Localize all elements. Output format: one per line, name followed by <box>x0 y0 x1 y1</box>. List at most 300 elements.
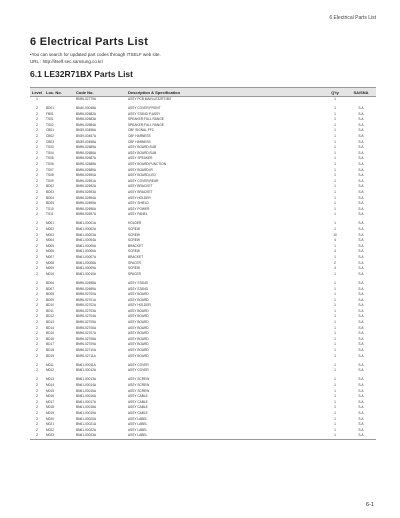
cell-sa: S.A <box>358 206 364 211</box>
cell-sa: S.A <box>358 238 364 243</box>
cell-desc: ASSY POWER <box>128 206 150 211</box>
cell-sa: S.A <box>358 139 364 144</box>
cell-loc: M002 <box>46 227 54 232</box>
cell-level: 2 <box>36 427 38 432</box>
cell-desc: ASSY BRACKET <box>128 184 153 189</box>
cell-level: 2 <box>36 134 38 139</box>
cell-desc: ASSY HOLDER <box>128 195 151 200</box>
cell-sa: S.A <box>358 336 364 341</box>
cell-code: BN61-00019A <box>76 410 97 415</box>
cell-level: 2 <box>36 377 38 382</box>
cell-sa: S.A <box>358 122 364 127</box>
cell-qty: 1 <box>334 271 336 276</box>
cell-code: BN96-02682A <box>76 111 97 116</box>
cell-level: 2 <box>36 255 38 260</box>
cell-qty: 4 <box>334 238 336 243</box>
cell-level: 2 <box>36 416 38 421</box>
cell-qty: 1 <box>334 117 336 122</box>
cell-code: BN40-00048A <box>76 106 97 111</box>
cell-loc: M009 <box>46 266 54 271</box>
cell-qty: 1 <box>334 416 336 421</box>
cell-sa: S.A <box>358 427 364 432</box>
cell-code: BN96-02695A <box>76 201 97 206</box>
cell-loc: BD15 <box>46 331 54 336</box>
cell-code: BN39-00457A <box>76 134 97 139</box>
cell-desc: SPACER <box>128 271 141 276</box>
cell-code: BN61-00022A <box>76 427 97 432</box>
cell-code: BN61-00023A <box>76 433 97 438</box>
cell-desc: ASSY COVER <box>128 362 149 367</box>
cell-loc: BD18 <box>46 348 54 353</box>
cell-level: 2 <box>36 238 38 243</box>
cell-code: BN96-02706A <box>76 325 97 330</box>
cell-qty: 1 <box>334 156 336 161</box>
cell-code: BN96-02709A <box>76 342 97 347</box>
cell-qty: 1 <box>334 173 336 178</box>
cell-code: BN61-00005A <box>76 243 97 248</box>
cell-sa: S.A <box>358 117 364 122</box>
cell-code: BN96-02708A <box>76 336 97 341</box>
running-header: 6 Electrical Parts List <box>329 15 376 21</box>
cell-code: BN61-00016A <box>76 394 97 399</box>
cell-code: BN96-02711A <box>76 353 96 358</box>
cell-desc: ASSY BOARD <box>128 353 149 358</box>
cell-level: 2 <box>36 399 38 404</box>
cell-level: 2 <box>36 308 38 313</box>
cell-qty: 2 <box>334 260 336 265</box>
cell-code: BN96-02779A <box>76 97 97 101</box>
cell-loc: M018 <box>46 405 54 410</box>
cell-level: 2 <box>36 111 38 116</box>
cell-sa: S.A <box>358 416 364 421</box>
cell-qty: 1 <box>334 297 336 302</box>
cell-sa: S.A <box>358 111 364 116</box>
cell-qty: 1 <box>334 97 336 101</box>
cell-sa: S.A <box>358 280 364 285</box>
cell-loc: BD01 <box>46 106 54 111</box>
cell-code: BN96-02707A <box>76 331 97 336</box>
cell-desc: ASSY BOARD <box>128 342 149 347</box>
cell-sa: S.A <box>358 156 364 161</box>
cell-sa: S.A <box>358 178 364 183</box>
cell-code: BN96-02690A <box>76 173 97 178</box>
cell-qty: 1 <box>334 383 336 387</box>
cell-code: BN61-00009A <box>76 266 97 271</box>
cell-level: 2 <box>36 195 38 200</box>
cell-loc: BD14 <box>46 325 54 330</box>
cell-loc: BD17 <box>46 342 54 347</box>
cell-desc: ASSY STAND <box>128 280 148 285</box>
cell-code: BN61-00010A <box>76 271 97 276</box>
cell-loc: M010 <box>46 271 54 276</box>
cell-sa: S.A <box>358 195 364 200</box>
cell-code: BN96-02699A <box>76 286 97 291</box>
cell-loc: BD04 <box>46 195 54 200</box>
cell-qty: 1 <box>334 342 336 347</box>
cell-sa: S.A <box>358 342 364 347</box>
cell-level: 2 <box>36 156 38 161</box>
cell-code: BN61-00013A <box>76 377 97 382</box>
cell-code: BN96-02689A <box>76 167 97 172</box>
cell-qty: 1 <box>334 394 336 399</box>
cell-level: 2 <box>36 178 38 183</box>
cell-loc: FB01 <box>46 111 54 116</box>
cell-desc: BRACKET <box>128 255 144 260</box>
cell-qty: 1 <box>334 331 336 336</box>
cell-level: 2 <box>36 394 38 399</box>
cell-level: 2 <box>36 303 38 308</box>
cell-level: 2 <box>36 227 38 232</box>
cell-sa: S.A <box>358 134 364 139</box>
cell-qty: 1 <box>334 139 336 144</box>
cell-code: BN61-00002A <box>76 227 97 232</box>
cell-qty: 1 <box>334 162 336 167</box>
cell-desc: BRACKET <box>128 243 144 248</box>
cell-desc: ASSY SHIELD <box>128 201 149 206</box>
subsection-title: 6.1 LE32R71BX Parts List <box>30 69 133 79</box>
cell-loc: CB01 <box>46 128 54 133</box>
cell-qty: 1 <box>334 280 336 285</box>
cell-qty: 1 <box>334 134 336 139</box>
cell-level: 2 <box>36 128 38 133</box>
cell-qty: 1 <box>334 308 336 313</box>
cell-level: 2 <box>36 388 38 393</box>
cell-sa: S.A <box>358 410 364 415</box>
cell-loc: CB02 <box>46 134 54 139</box>
intro-line-1: •You can search for updated part codes through ITSELF web site. <box>30 52 161 57</box>
table-header <box>30 87 376 97</box>
cell-code: BN96-02688A <box>76 162 97 167</box>
cell-code: BN96-02710A <box>76 348 97 353</box>
cell-desc: ASSY BOARD;SUB <box>128 150 157 155</box>
cell-qty: 1 <box>334 167 336 172</box>
cell-sa: S.A <box>358 297 364 302</box>
cell-sa: S.A <box>358 308 364 313</box>
cell-sa: S.A <box>358 221 364 226</box>
cell-loc: M015 <box>46 388 54 393</box>
cell-level: 2 <box>36 325 38 330</box>
cell-loc: BD08 <box>46 292 54 297</box>
cell-loc: BD09 <box>46 297 54 302</box>
cell-level: 2 <box>36 314 38 319</box>
cell-desc: ASSY BOARD <box>128 325 149 330</box>
cell-qty: 10 <box>333 232 337 237</box>
section-title: 6 Electrical Parts List <box>30 36 149 48</box>
cell-desc: ASSY SCREW <box>128 377 150 382</box>
cell-qty: 1 <box>334 314 336 319</box>
cell-sa: S.A <box>358 394 364 399</box>
cell-code: BN96-02687A <box>76 156 97 161</box>
cell-desc: ASSY HOLDER <box>128 303 151 308</box>
page-number: 6-1 <box>366 502 374 508</box>
cell-code: BN96-02696A <box>76 206 97 211</box>
cell-sa: S.A <box>358 399 364 404</box>
cell-qty: 1 <box>334 427 336 432</box>
cell-sa: S.A <box>358 249 364 254</box>
cell-level: 2 <box>36 342 38 347</box>
cell-sa: S.A <box>358 232 364 237</box>
cell-code: BN96-02701A <box>76 297 97 302</box>
cell-level: 2 <box>36 139 38 144</box>
cell-qty: 1 <box>334 111 336 116</box>
cell-sa: S.A <box>358 266 364 271</box>
cell-code: BN96-02697A <box>76 212 97 217</box>
cell-level: 2 <box>36 260 38 265</box>
cell-sa: S.A <box>358 292 364 297</box>
cell-sa: S.A <box>358 320 364 325</box>
cell-sa: S.A <box>358 162 364 167</box>
cell-qty: 1 <box>334 377 336 382</box>
cell-level: 2 <box>36 184 38 189</box>
header-sa: SA/SNA <box>353 89 369 95</box>
cell-qty: 1 <box>334 128 336 133</box>
cell-level: 2 <box>36 297 38 302</box>
cell-loc: M023 <box>46 433 54 438</box>
cell-code: BN96-02703A <box>76 308 97 313</box>
cell-loc: BD02 <box>46 184 54 189</box>
cell-loc: TS02 <box>46 122 54 127</box>
cell-level: 2 <box>36 249 38 254</box>
cell-desc: ASSY LABEL <box>128 416 148 421</box>
cell-qty: 4 <box>334 266 336 271</box>
cell-qty: 1 <box>334 320 336 325</box>
cell-loc: TS03 <box>46 145 54 150</box>
cell-sa: S.A <box>358 167 364 172</box>
cell-qty: 1 <box>334 195 336 200</box>
header-qty: Q'ty <box>331 89 339 95</box>
cell-qty: 1 <box>334 221 336 226</box>
cell-code: BN96-02704A <box>76 314 97 319</box>
cell-code: BN61-00008A <box>76 260 97 265</box>
cell-sa: S.A <box>358 271 364 276</box>
cell-desc: SCREW <box>128 227 140 232</box>
cell-level: 2 <box>36 331 38 336</box>
cell-desc: ASSY BOARD;LED <box>128 173 156 178</box>
cell-sa: S.A <box>358 388 364 393</box>
cell-desc: CBF SIGNAL;FFC <box>128 128 155 133</box>
cell-desc: ASSY LABEL <box>128 433 148 438</box>
cell-qty: 1 <box>334 348 336 353</box>
cell-qty: 1 <box>334 405 336 410</box>
cell-loc: M021 <box>46 422 54 427</box>
cell-desc: ASSY PCB MAIN;LE32R71BX <box>128 97 172 101</box>
cell-qty: 1 <box>334 353 336 358</box>
cell-code: BN39-00458A <box>76 139 97 144</box>
cell-code: BN61-00004A <box>76 238 97 243</box>
cell-desc: ASSY BOARD <box>128 336 149 341</box>
cell-loc: BD16 <box>46 336 54 341</box>
table-row <box>30 433 376 439</box>
cell-loc: M022 <box>46 427 54 432</box>
cell-desc: ASSY PANEL <box>128 212 148 217</box>
cell-qty: 1 <box>334 303 336 308</box>
cell-code: BN61-00007A <box>76 255 97 260</box>
cell-level: 2 <box>36 167 38 172</box>
cell-code: BN96-02691A <box>76 178 97 183</box>
cell-loc: BD06 <box>46 280 54 285</box>
cell-loc: BD12 <box>46 314 54 319</box>
cell-level: 2 <box>36 280 38 285</box>
cell-sa: S.A <box>358 173 364 178</box>
table-body <box>30 97 376 439</box>
cell-desc: ASSY CABLE <box>128 399 148 404</box>
cell-loc: TS01 <box>46 117 54 122</box>
cell-level: 2 <box>36 173 38 178</box>
cell-sa: S.A <box>358 227 364 232</box>
cell-desc: ASSY COVER;REAR <box>128 178 159 183</box>
header-desc: Description & Specification <box>128 89 181 95</box>
cell-qty: 1 <box>334 184 336 189</box>
cell-qty: 1 <box>334 292 336 297</box>
cell-loc: BD05 <box>46 201 54 206</box>
cell-loc: M017 <box>46 399 54 404</box>
cell-level: 2 <box>36 266 38 271</box>
cell-qty: 1 <box>334 255 336 260</box>
cell-desc: ASSY BOARD;IR <box>128 167 153 172</box>
cell-code: BN61-00017A <box>76 399 97 404</box>
cell-desc: ASSY COVER <box>128 368 149 373</box>
cell-level: 2 <box>36 271 38 276</box>
cell-desc: SCREW <box>128 232 140 237</box>
header-level: Level <box>31 89 43 95</box>
cell-level: 2 <box>36 368 38 373</box>
cell-level: 2 <box>36 212 38 217</box>
cell-qty: 1 <box>334 362 336 367</box>
cell-sa: S.A <box>358 201 364 206</box>
cell-qty: 1 <box>334 212 336 217</box>
cell-desc: ASSY BOARD <box>128 331 149 336</box>
cell-desc: ASSY LABEL <box>128 422 148 427</box>
cell-code: BN61-00006A <box>76 249 97 254</box>
cell-level: 2 <box>36 405 38 410</box>
cell-sa: S.A <box>358 314 364 319</box>
cell-code: BN96-02705A <box>76 320 97 325</box>
cell-loc: TS06 <box>46 162 54 167</box>
cell-loc: M019 <box>46 410 54 415</box>
cell-loc: M001 <box>46 221 54 226</box>
cell-loc: M008 <box>46 260 54 265</box>
cell-sa: S.A <box>358 353 364 358</box>
cell-level: 1 <box>36 97 38 101</box>
cell-desc: ASSY BOARD <box>128 320 149 325</box>
cell-desc: CBF HARNESS <box>128 134 151 139</box>
cell-qty: 1 <box>334 122 336 127</box>
cell-code: BN61-00001A <box>76 221 97 226</box>
cell-qty: 1 <box>334 190 336 194</box>
cell-loc: M014 <box>46 383 54 387</box>
cell-level: 2 <box>36 117 38 122</box>
cell-qty: 1 <box>334 410 336 415</box>
cell-loc: BD19 <box>46 353 54 358</box>
cell-loc: TS10 <box>46 206 54 211</box>
cell-level: 2 <box>36 320 38 325</box>
cell-sa: S.A <box>358 422 364 427</box>
cell-code: BN96-02692A <box>76 184 97 189</box>
cell-desc: ASSY BOARD <box>128 348 149 353</box>
cell-desc: ASSY SCREW <box>128 388 150 393</box>
cell-desc: ASSY BOARD;SUB <box>128 145 157 150</box>
cell-sa: S.A <box>358 377 364 382</box>
cell-loc: M011 <box>46 362 54 367</box>
cell-desc: SCREW <box>128 249 140 254</box>
cell-loc: BD10 <box>46 303 54 308</box>
cell-level: 2 <box>36 353 38 358</box>
cell-desc: SPACER <box>128 260 141 265</box>
cell-sa: S.A <box>358 145 364 150</box>
cell-desc: SCREW <box>128 266 140 271</box>
cell-desc: SPEAKER;FULL RANGE <box>128 122 164 127</box>
cell-loc: M005 <box>46 243 54 248</box>
cell-loc: BD07 <box>46 286 54 291</box>
cell-code: BN96-02700A <box>76 292 97 297</box>
cell-code: BN61-00015A <box>76 388 97 393</box>
cell-level: 2 <box>36 106 38 111</box>
cell-code: BN96-02683A <box>76 117 97 122</box>
header-loc: Loc. No. <box>46 89 62 95</box>
cell-sa: S.A <box>358 362 364 367</box>
cell-sa: S.A <box>358 348 364 353</box>
cell-code: BN96-02698A <box>76 280 97 285</box>
cell-sa: S.A <box>358 368 364 373</box>
cell-desc: ASSY SCREW <box>128 383 150 387</box>
cell-desc: ASSY BOARD;FUNCTION <box>128 162 167 167</box>
cell-code: BN96-02694A <box>76 195 97 200</box>
cell-qty: 1 <box>334 178 336 183</box>
cell-qty: 1 <box>334 399 336 404</box>
cell-sa: S.A <box>358 106 364 111</box>
cell-level: 2 <box>36 162 38 167</box>
cell-loc: M003 <box>46 232 54 237</box>
cell-loc: TS07 <box>46 167 54 172</box>
cell-loc: TS04 <box>46 150 54 155</box>
cell-loc: M016 <box>46 394 54 399</box>
cell-desc: ASSY CABLE <box>128 405 148 410</box>
cell-qty: 1 <box>334 106 336 111</box>
cell-loc: BD03 <box>46 190 54 194</box>
cell-level: 2 <box>36 206 38 211</box>
table-bottom-rule <box>30 439 376 440</box>
cell-desc: ASSY BOARD <box>128 292 149 297</box>
cell-qty: 1 <box>334 150 336 155</box>
cell-qty: 1 <box>334 243 336 248</box>
cell-loc: M006 <box>46 249 54 254</box>
cell-level: 2 <box>36 422 38 427</box>
cell-sa: S.A <box>358 331 364 336</box>
cell-qty: 1 <box>334 325 336 330</box>
cell-qty: 1 <box>334 227 336 232</box>
cell-code: BN61-00012A <box>76 368 97 373</box>
cell-loc: M013 <box>46 377 54 382</box>
cell-desc: ASSY CABLE <box>128 394 148 399</box>
cell-level: 2 <box>36 348 38 353</box>
cell-loc: M007 <box>46 255 54 260</box>
cell-desc: ASSY CABLE <box>128 410 148 415</box>
cell-qty: 1 <box>334 368 336 373</box>
cell-code: BN61-00014A <box>76 383 97 387</box>
cell-sa: S.A <box>358 190 364 194</box>
cell-code: BN61-00020A <box>76 416 97 421</box>
cell-qty: 1 <box>334 206 336 211</box>
cell-level: 2 <box>36 433 38 438</box>
cell-sa: S.A <box>358 212 364 217</box>
cell-desc: ASSY LABEL <box>128 427 148 432</box>
cell-qty: 1 <box>334 286 336 291</box>
cell-loc: CB03 <box>46 139 54 144</box>
cell-sa: S.A <box>358 325 364 330</box>
cell-loc: TS11 <box>46 212 54 217</box>
cell-loc: M004 <box>46 238 54 243</box>
cell-level: 2 <box>36 221 38 226</box>
